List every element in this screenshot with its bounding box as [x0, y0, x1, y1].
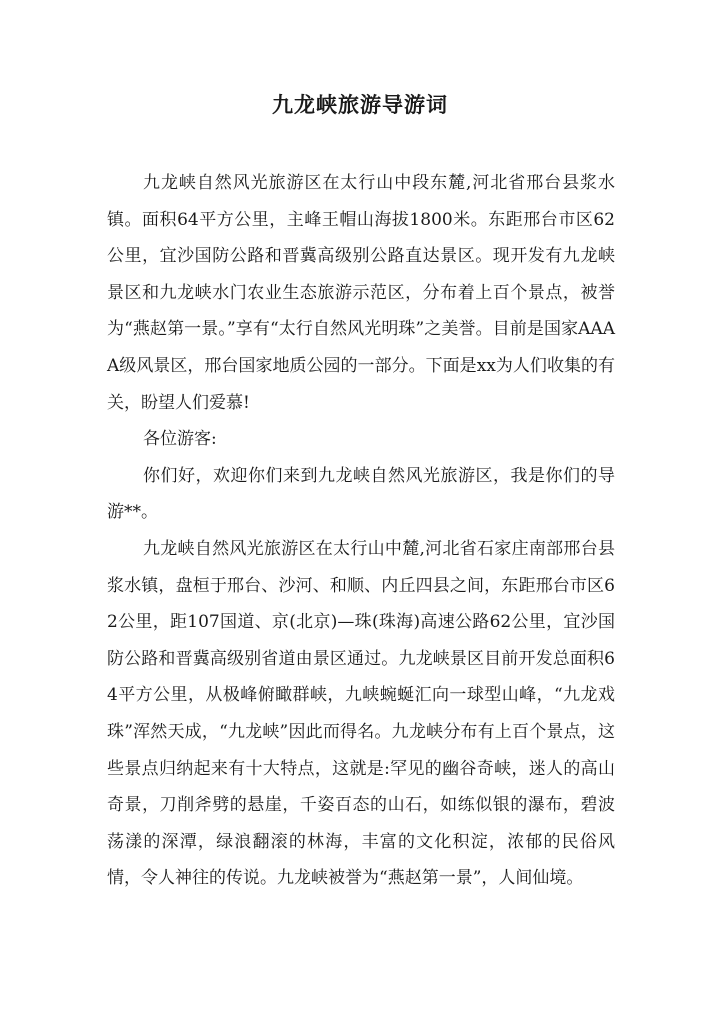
paragraph-description: 九龙峡自然风光旅游区在太行山中麓,河北省石家庄南部邢台县浆水镇，盘桓于邢台、沙河、和顺、内丘四县之间，东距邢台市区62公里，距107国道、京(北京)—珠(珠海)高速公路62公里，宜沙国防公路和晋冀高级别省道由景区通过。九龙峡景区目前开发总面积64平方公里，从极峰俯瞰群峡，九峡蜿蜒汇向一球型山峰，“九龙戏珠”浑然天成，“九龙峡”因此而得名。九龙峡分布有上百个景点，这些景点归纳起来有十大特点，这就是:罕见的幽谷奇峡，迷人的高山奇景，刀削斧劈的悬崖，千姿百态的山石，如练似银的瀑布，碧波荡漾的深潭，绿浪翻滚的林海，丰富的文化积淀，浓郁的民俗风情，令人神往的传说。九龙峡被誉为“燕赵第一景”，人间仙境。: [107, 538, 615, 889]
document-title: 九龙峡旅游导游词: [272, 92, 448, 117]
paragraph-greeting: 各位游客:: [143, 429, 217, 450]
paragraph-intro: 九龙峡自然风光旅游区在太行山中段东麓,河北省邢台县浆水镇。面积64平方公里，主峰王帽山海拔1800米。东距邢台市区62公里，宜沙国防公路和晋冀高级别公路直达景区。现开发有九龙峡景区和九龙峡水门农业生态旅游示范区，分布着上百个景点，被誉为“燕赵第一景。”享有“太行自然风光明珠”之美誉。目前是国家AAAA级风景区，邢台国家地质公园的一部分。下面是xx为人们收集的有关，盼望人们爱慕!: [107, 173, 615, 413]
document-body: [107, 165, 615, 897]
paragraph-welcome: 你们好，欢迎你们来到九龙峡自然风光旅游区，我是你们的导游**。: [107, 465, 615, 523]
